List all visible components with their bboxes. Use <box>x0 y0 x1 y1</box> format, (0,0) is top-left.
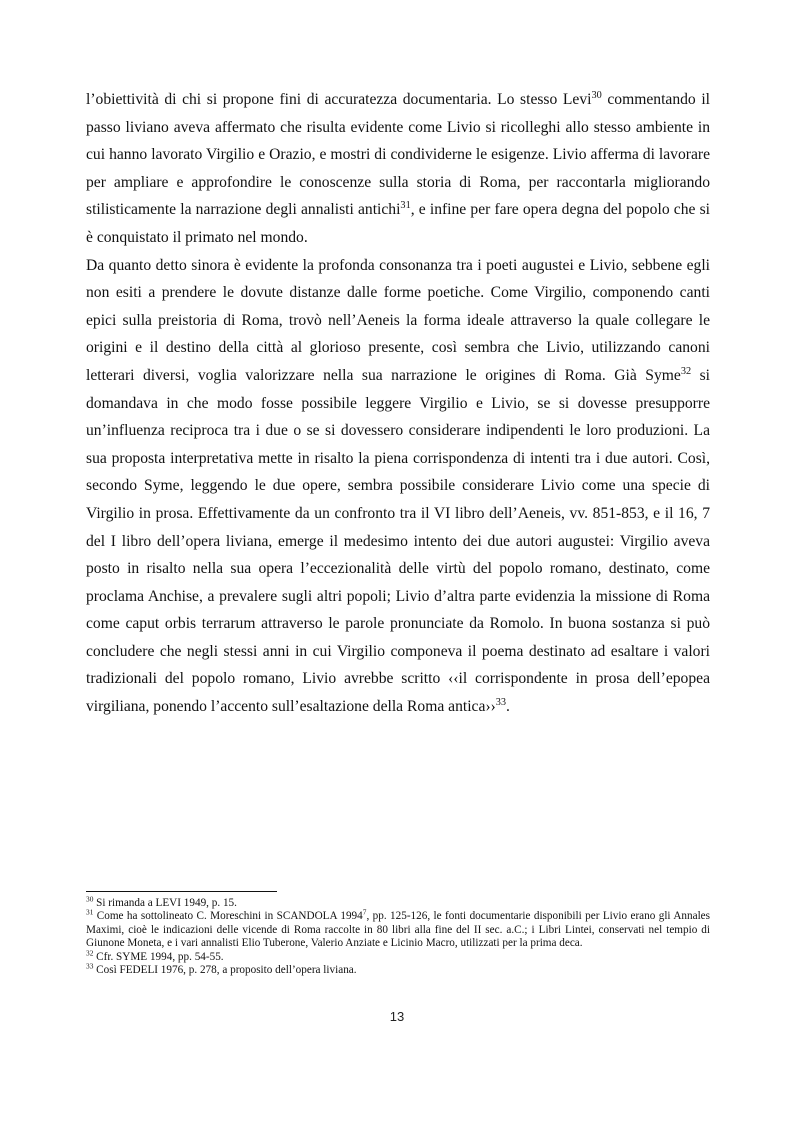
footnote-33 <box>86 961 710 977</box>
paragraph-text: l’obiettività di chi si propone fini di accuratezza documentaria. Lo stesso Levi <box>86 91 592 108</box>
footnote-text: , pp. 125-126, le fonti documentarie disponibili per Livio erano gli Annales Maximi, cioè le indicazioni delle vicende di Roma raccolte in 80 libri alla fine del II sec. a.C.; i Libri Lintei, conservati nel tempio di Giunone Moneta, e i vari annalisti Elio Tuberone, Valerio Anziate e Licinio Macro, utilizzati per la prima deca. <box>86 910 710 950</box>
footnotes <box>86 894 710 977</box>
footnote-ref-31[interactable]: 31 <box>400 200 411 212</box>
footnote-number: 31 <box>86 907 94 917</box>
footnote-ref-30[interactable]: 30 <box>591 89 602 101</box>
footnote-31 <box>86 907 710 950</box>
paragraph-2 <box>86 252 710 721</box>
edition-superscript: 7 <box>362 907 367 917</box>
paragraph-text: si domandava in che modo fosse possibile leggere Virgilio e Livio, se si dovesse presupporre un’influenza reciproca tra i due o se si dovessero considerare indipendenti le loro produzioni. La sua proposta interpretativa mette in risalto la piena corrispondenza di intenti tra i due autori. Così, secondo Syme, leggendo le due opere, sembra possibile considerare Livio come una specie di Virgilio in prosa. Effettivamente da un confronto tra il VI libro dell’Aeneis, vv. 851-853, e il 16, 7 del I libro dell’opera liviana, emerge il medesimo intento dei due autori augustei: Virgilio aveva posto in risalto nella sua opera l’eccezionalità delle virtù del popolo romano, destinato, come proclama Anchise, a prevalere sugli altri popoli; Livio d’altra parte evidenzia la missione di Roma come caput orbis terrarum attraverso le parole pronunciate da Romolo. In buona sostanza si può concludere che negli stessi anni in cui Virgilio componeva il poema destinato ad esaltare i valori tradizionali del popolo romano, Livio avrebbe scritto ‹‹il corrispondente in prosa dell’epopea virgiliana, ponendo l’accento sull’esaltazione della Roma antica›› <box>86 366 711 716</box>
paragraph-text: commentando il passo liviano aveva affermato che risulta evidente come Livio si ricolleghi allo stesso ambiente in cui hanno lavorato Virgilio e Orazio, e mostri di condividerne le esigenze. Livio afferma di lavorare per ampliare e approfondire le conoscenze sulla storia di Roma, per raccontarla migliorando stilisticamente la narrazione degli annalisti antichi <box>86 91 710 219</box>
paragraph-text: . <box>506 698 510 716</box>
page-number: 13 <box>389 1009 405 1024</box>
footnote-number: 32 <box>86 948 94 958</box>
footnote-text: Così FEDELI 1976, p. 278, a proposito dell’opera liviana. <box>93 964 357 977</box>
footnote-text: Cfr. SYME 1994, pp. 54-55. <box>93 950 224 963</box>
footnote-text: Come ha sottolineato C. Moreschini in SCANDOLA 1994 <box>93 910 363 923</box>
footnote-text: Si rimanda a LEVI 1949, p. 15. <box>93 897 237 909</box>
paragraph-1 <box>86 86 710 252</box>
footnote-30 <box>86 894 710 910</box>
footnote-separator <box>86 891 277 892</box>
footnote-number: 33 <box>86 961 94 971</box>
footnote-number: 30 <box>86 894 94 904</box>
paragraph-text: , e infine per fare opera degna del popolo che si è conquistato il primato nel mondo. <box>86 201 710 246</box>
footnote-32 <box>86 948 710 964</box>
body-text <box>86 86 710 721</box>
footnote-ref-32[interactable]: 32 <box>680 365 692 377</box>
paragraph-text: Da quanto detto sinora è evidente la profonda consonanza tra i poeti augustei e Livio, sebbene egli non esiti a prendere le dovute distanze dalle forme poetiche. Come Virgilio, componendo canti epici sulla preistoria di Roma, trovò nell’Aeneis la forma ideale attraverso la quale collegare le origini e il destino della città al glorioso presente, così sembra che Livio, utilizzando canoni letterari diversi, voglia valorizzare nella sua narrazione le origines di Roma. Già Syme <box>86 256 710 384</box>
footnote-ref-33[interactable]: 33 <box>495 696 507 708</box>
